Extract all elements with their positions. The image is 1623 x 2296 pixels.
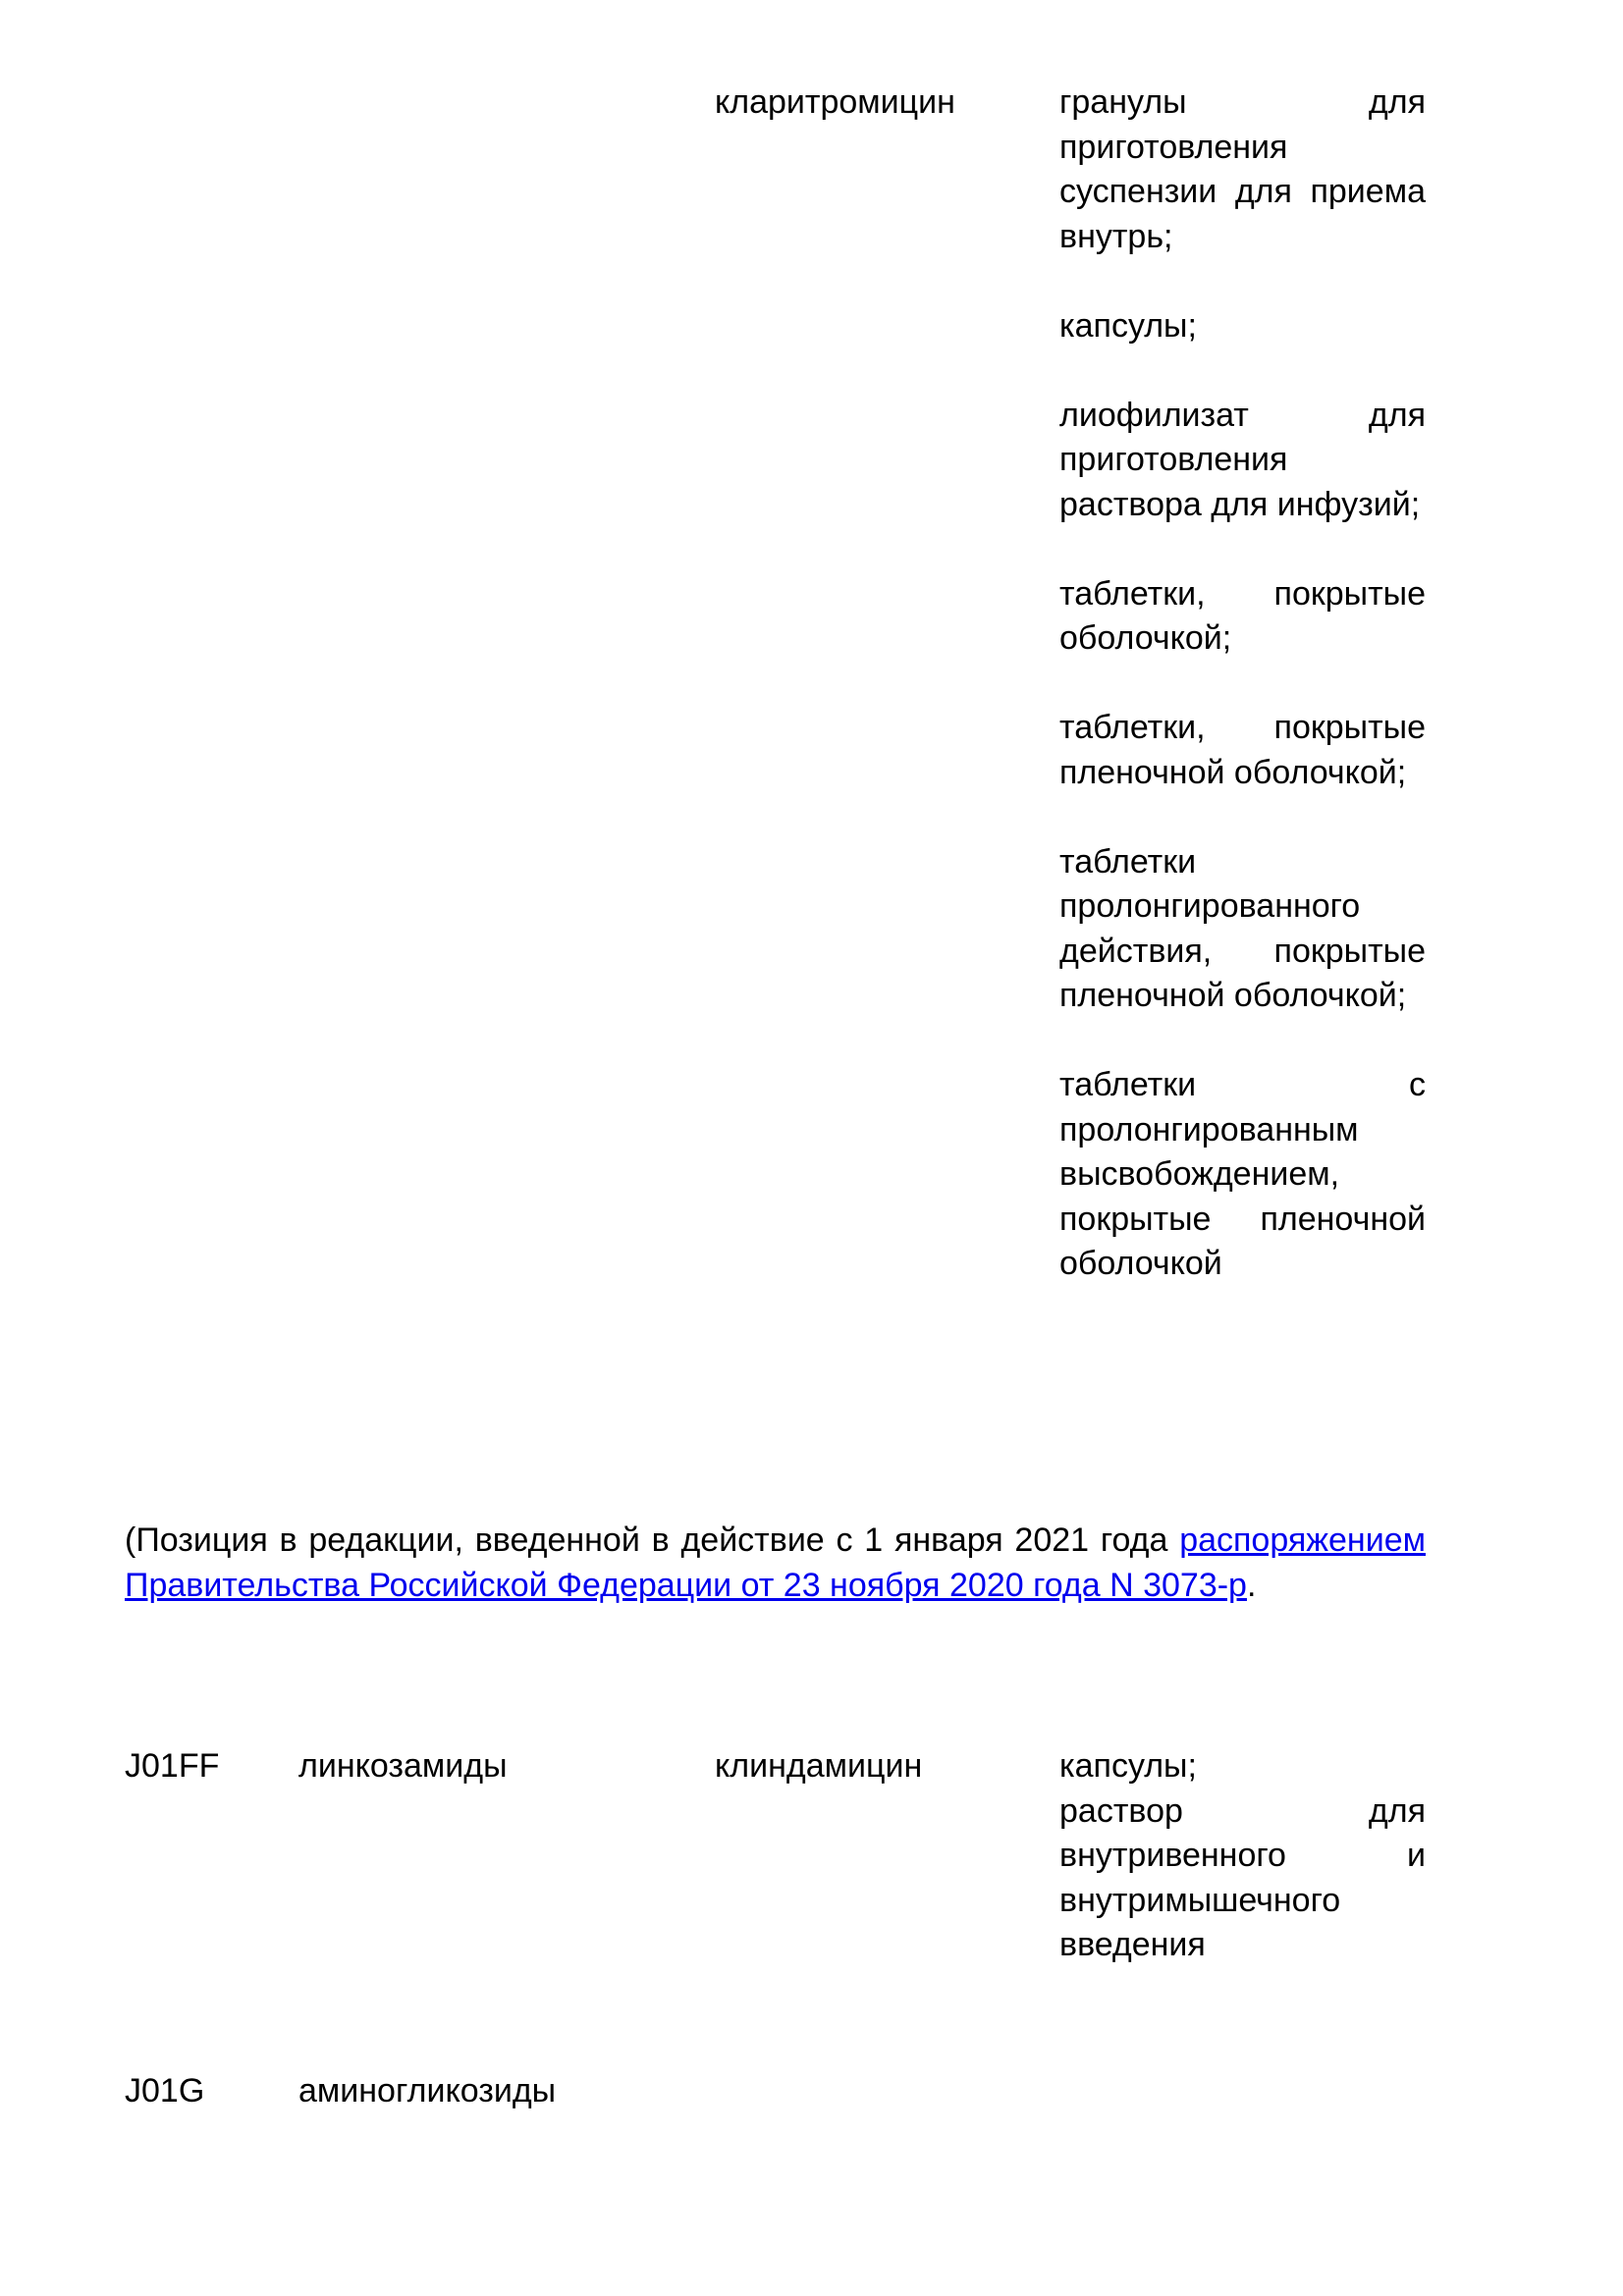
- dosage-form-item: таблетки, покрытые оболочкой;: [1059, 574, 1426, 657]
- dosage-form-item: капсулы;: [1059, 306, 1197, 345]
- atc-group-aminoglycosides: аминогликозиды: [298, 2072, 557, 2109]
- dosage-form-item: таблетки, покрытые пленочной оболочкой;: [1059, 709, 1426, 791]
- dosage-form-item: таблетки пролонгированного действия, покрытые пленочной оболочкой;: [1059, 842, 1426, 1014]
- inn-clarithromycin: кларитромицин: [715, 83, 955, 121]
- dosage-form-item: лиофилизат для приготовления раствора для инфузий;: [1059, 396, 1426, 523]
- dosage-form-item: таблетки с пролонгированным высвобождением, покрытые пленочной оболочкой: [1059, 1066, 1426, 1282]
- dosage-form-item: капсулы;: [1059, 1747, 1197, 1785]
- inn-clindamycin: клиндамицин: [715, 1747, 923, 1785]
- dosage-form-item: гранулы для приготовления суспензии для приема внутрь;: [1059, 83, 1426, 255]
- dosage-form-item: раствор для внутривенного и внутримышечного введения: [1059, 1791, 1426, 1963]
- atc-code-j01ff: J01FF: [125, 1747, 220, 1785]
- dosage-forms-clarithromycin: [1059, 80, 1426, 1287]
- dosage-forms-clindamycin: [1059, 1744, 1426, 1968]
- edition-note: [125, 1519, 1426, 1608]
- atc-group-lincosamides: линкозамиды: [298, 1747, 508, 1785]
- decree-link[interactable]: распоряжением Правительства Российской Федерации от 23 ноября 2020 года N 3073-р: [125, 1522, 1426, 1604]
- edition-note-prefix: (Позиция в редакции, введенной в действие с 1 января 2021 года: [125, 1522, 1168, 1559]
- atc-code-j01g: J01G: [125, 2072, 205, 2109]
- edition-note-suffix: .: [1246, 1566, 1257, 1604]
